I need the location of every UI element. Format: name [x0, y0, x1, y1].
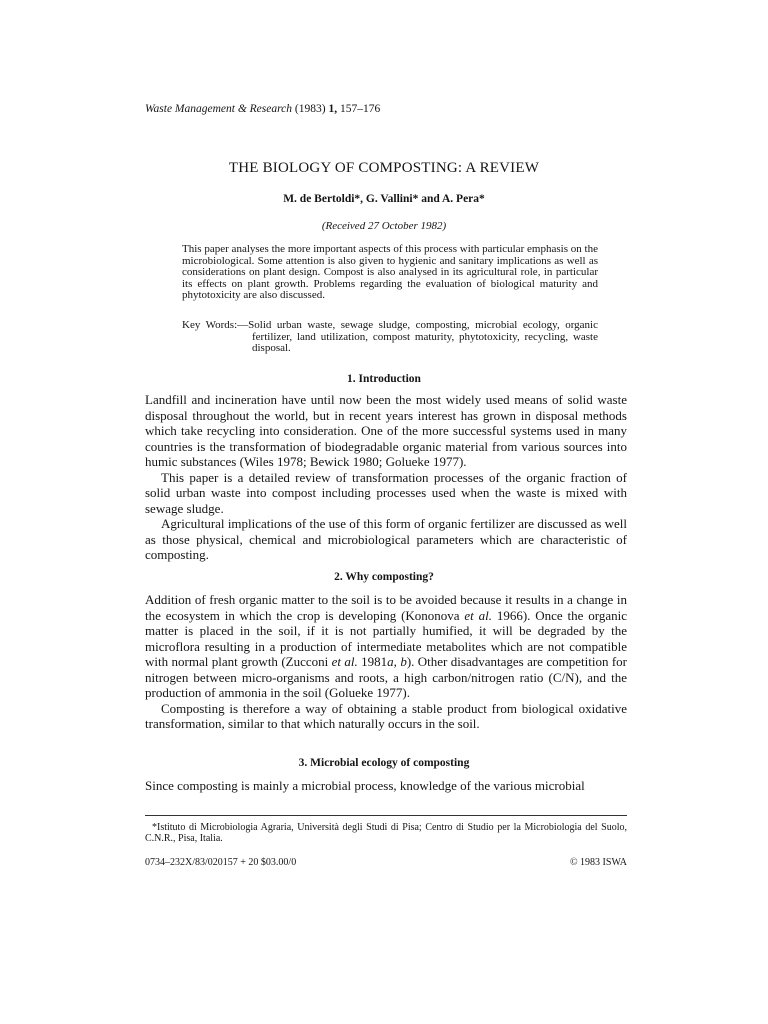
copyright-notice: © 1983 ISWA — [569, 857, 627, 868]
journal-name: Waste Management & Research — [145, 103, 293, 115]
paragraph: Composting is therefore a way of obtaining a stable product from biological oxidative transformation, similar to that which naturally occurs in the soil. — [145, 700, 627, 731]
affiliation-footnote: *Istituto di Microbiologia Agraria, Università degli Studi di Pisa; Centro di Studio per la Microbiologia del Suolo, C.N.R., Pisa, Italia. — [145, 822, 627, 844]
paragraph: This paper is a detailed review of transformation processes of the organic fraction of solid urban waste into compost including processes used when the waste is mixed with sewage sludge. — [145, 469, 627, 516]
section-body-introduction — [145, 392, 627, 563]
paragraph: Agricultural implications of the use of this form of organic fertilizer are discussed as well as those physical, chemical and microbiological parameters which are characteristic of composting. — [145, 516, 627, 562]
journal-year: (1983) — [294, 103, 326, 115]
paragraph: Landfill and incineration have until now been the most widely used means of solid waste disposal throughout the world, but in recent years interest has grown in disposal methods which take recycling into consideration. One of the more successful systems used in many countries is the transformation of biodegradable organic material from various sources into humic substances (Wiles 1978; Bewick 1980; Golueke 1977). — [145, 392, 627, 469]
abstract: This paper analyses the more important aspects of this process with particular emphasis on the microbiological. Some attention is also given to hygienic and sanitary implications as well as considerations on plant design. Compost is also analysed in its agricultural role, in particular its effects on plant growth. Problems regarding the evaluation of biological maturity and phytotoxicity are also discussed. — [182, 243, 598, 302]
section-heading-why-composting: 2. Why composting? — [334, 571, 434, 583]
received-date: (Received 27 October 1982) — [321, 220, 447, 232]
paragraph — [145, 592, 627, 701]
journal-citation — [145, 103, 380, 115]
paragraph: Since composting is mainly a microbial process, knowledge of the various microbial — [145, 778, 585, 793]
section-body-why-composting — [145, 592, 627, 732]
paragraph-text: 1981 — [357, 654, 388, 669]
article-title: THE BIOLOGY OF COMPOSTING: A REVIEW — [228, 160, 540, 176]
section-heading-introduction: 1. Introduction — [347, 373, 421, 385]
issn-code: 0734–232X/83/020157 + 20 $03.00/0 — [145, 857, 297, 868]
citation-suffix: a, b — [387, 654, 407, 669]
keywords-list: Solid urban waste, sewage sludge, composting, microbial ecology, organic fertilizer, land utilization, compost maturity, phytotoxicity, recycling, waste disposal. — [248, 319, 598, 355]
paragraph-text: Addition of fresh organic matter to the soil is to be avoided because it results in a change in the ecosystem in which the crop is developing (Kononova — [145, 592, 627, 623]
paragraph-text: ). Other disadvantages are competition for nitrogen between micro-organisms and roots, a high carbon/nitrogen ratio (C/N), and the production of ammonia in the soil (Golueke 1977). — [145, 654, 627, 700]
paragraph-text: 1966). Once the organic matter is placed in the soil, if it is not partially humified, it will be degraded by the microflora resulting in a production of intermediate metabolites which are not compatible with normal plant growth (Zucconi — [145, 607, 628, 669]
journal-pages: 157–176 — [339, 103, 381, 115]
section-heading-microbial-ecology: 3. Microbial ecology of composting — [298, 757, 470, 769]
keywords-label: Key Words:— — [182, 319, 249, 331]
keywords — [182, 320, 598, 355]
citation-et-al: et al. — [331, 654, 358, 669]
section-body-microbial-ecology — [145, 778, 627, 794]
article-authors: M. de Bertoldi*, G. Vallini* and A. Pera* — [283, 193, 485, 205]
citation-et-al: et al. — [464, 607, 492, 623]
footnote-divider — [145, 815, 627, 816]
journal-volume: 1, — [328, 103, 338, 115]
